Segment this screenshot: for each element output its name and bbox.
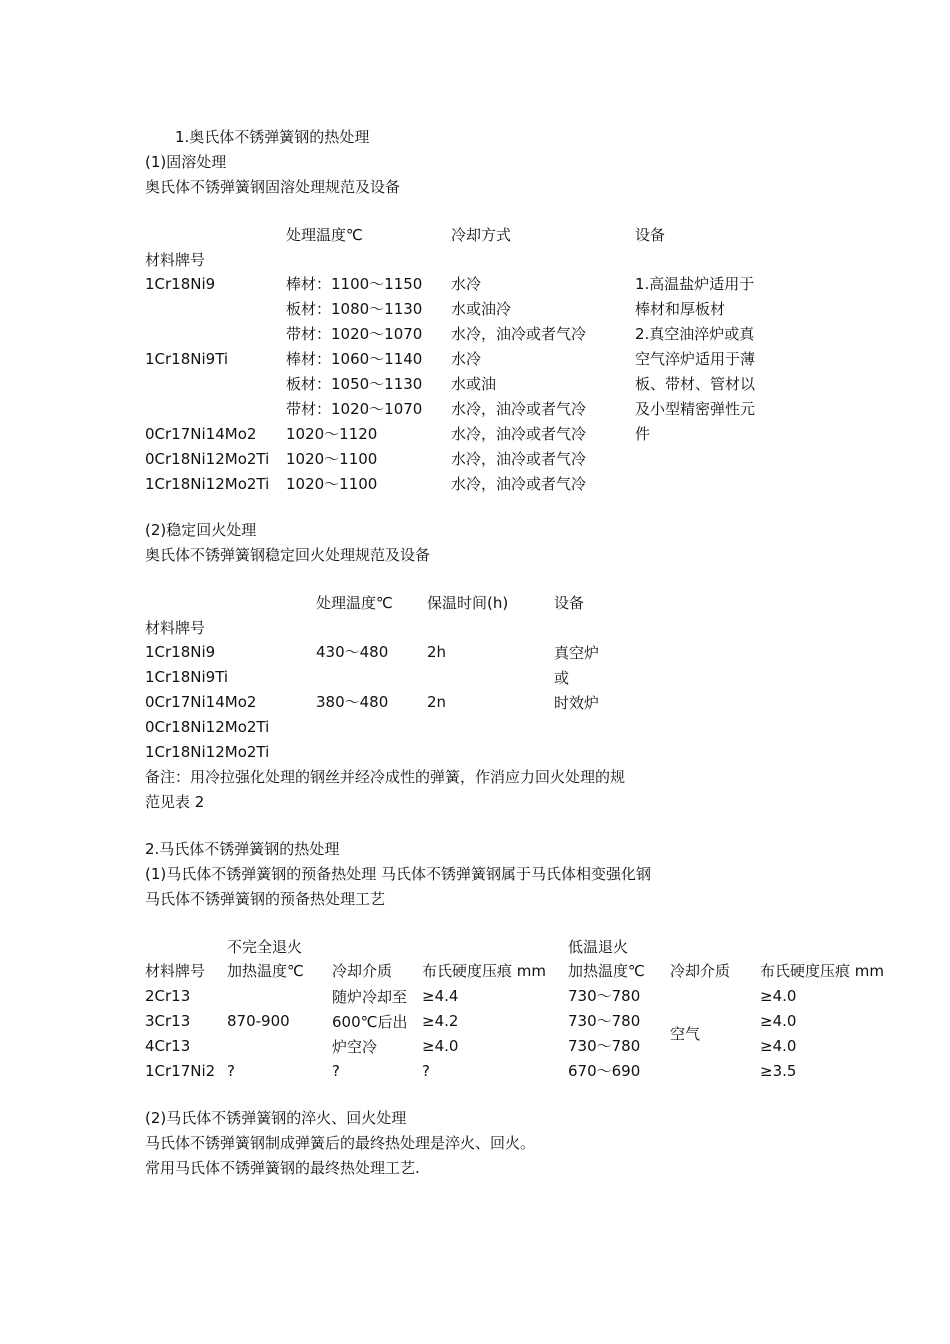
table2-material: 1Cr18Ni12Mo2Ti bbox=[145, 743, 270, 761]
table2-material: 1Cr18Ni9 bbox=[145, 643, 216, 661]
table1-temp: 板材：1050～1130 bbox=[286, 375, 423, 393]
table3-hardness: ≥4.0 bbox=[422, 1037, 459, 1055]
table1-caption: 奥氏体不锈弹簧钢固溶处理规范及设备 bbox=[145, 178, 401, 196]
table3-hardness: ≥4.2 bbox=[422, 1012, 459, 1030]
table2-header-equipment: 设备 bbox=[554, 594, 585, 612]
table2-time: 2h bbox=[427, 643, 447, 661]
table3-header-temp: 加热温度℃ bbox=[227, 962, 304, 980]
table1-header-temp: 处理温度℃ bbox=[286, 226, 363, 244]
table2-time: 2n bbox=[427, 693, 447, 711]
table1-equipment-line: 1.高温盐炉适用于 bbox=[635, 275, 755, 293]
table1-header-equipment: 设备 bbox=[635, 226, 666, 244]
table3-group-header: 不完全退火 bbox=[227, 938, 303, 956]
table3-medium-line: 600℃后出 bbox=[332, 1013, 408, 1031]
table3-header-hardness: 布氏硬度压痕 mm bbox=[760, 962, 884, 980]
table1-equipment-line: 板、带材、管材以 bbox=[635, 375, 756, 393]
table1-temp: 1020～1120 bbox=[286, 425, 378, 443]
table3-temp: ? bbox=[227, 1062, 235, 1080]
table1-cooling: 水或油 bbox=[451, 375, 497, 393]
table3-temp: 870-900 bbox=[227, 1012, 290, 1030]
table3-medium-line: 随炉冷却至 bbox=[332, 988, 408, 1006]
table2-equipment-line: 时效炉 bbox=[554, 694, 600, 712]
section2-sub1: (1)马氏体不锈弹簧钢的预备热处理 马氏体不锈弹簧钢属于马氏体相变强化钢 bbox=[145, 865, 652, 883]
table2-material: 1Cr18Ni9Ti bbox=[145, 668, 229, 686]
table1-material: 0Cr17Ni14Mo2 bbox=[145, 425, 257, 443]
table3-header-medium: 冷却介质 bbox=[670, 962, 731, 980]
table3-temp: 730～780 bbox=[568, 1012, 641, 1030]
section2-title: 2.马氏体不锈弹簧钢的热处理 bbox=[145, 840, 340, 858]
table1-cooling: 水冷 bbox=[451, 350, 482, 368]
table3-temp: 730～780 bbox=[568, 987, 641, 1005]
table1-equipment-line: 空气淬炉适用于薄 bbox=[635, 350, 756, 368]
table2-header-temp: 处理温度℃ bbox=[316, 594, 393, 612]
section2-sub2: (2)马氏体不锈弹簧钢的淬火、回火处理 bbox=[145, 1109, 407, 1127]
table2-temp: 430～480 bbox=[316, 643, 389, 661]
table1-cooling: 水冷，油冷或者气冷 bbox=[451, 325, 587, 343]
table1-material: 1Cr18Ni9 bbox=[145, 275, 216, 293]
table3-hardness: ≥4.0 bbox=[760, 987, 797, 1005]
table2-equipment-line: 真空炉 bbox=[554, 644, 600, 662]
table1-material: 1Cr18Ni9Ti bbox=[145, 350, 229, 368]
table1-equipment-line: 件 bbox=[635, 425, 651, 443]
table1-temp: 1020～1100 bbox=[286, 475, 378, 493]
table3-temp: 730～780 bbox=[568, 1037, 641, 1055]
table1-header-cooling: 冷却方式 bbox=[451, 226, 512, 244]
table2-caption: 奥氏体不锈弹簧钢稳定回火处理规范及设备 bbox=[145, 546, 431, 564]
table2-header-material: 材料牌号 bbox=[145, 619, 206, 637]
table2-equipment-line: 或 bbox=[554, 669, 570, 687]
table1-cooling: 水冷，油冷或者气冷 bbox=[451, 475, 587, 493]
table1-temp: 1020～1100 bbox=[286, 450, 378, 468]
paragraph: 马氏体不锈弹簧钢制成弹簧后的最终热处理是淬火、回火。 bbox=[145, 1134, 536, 1152]
table1-temp: 板材：1080～1130 bbox=[286, 300, 423, 318]
table3-header-temp: 加热温度℃ bbox=[568, 962, 645, 980]
table3-header-material: 材料牌号 bbox=[145, 962, 206, 980]
table3-material: 1Cr17Ni2 bbox=[145, 1062, 216, 1080]
table1-header-material: 材料牌号 bbox=[145, 251, 206, 269]
table3-caption: 马氏体不锈弹簧钢的预备热处理工艺 bbox=[145, 890, 386, 908]
note-line: 备注：用冷拉强化处理的钢丝并经冷成性的弹簧，作消应力回火处理的规 bbox=[145, 768, 626, 786]
table3-hardness: ? bbox=[422, 1062, 430, 1080]
table3-hardness: ≥4.0 bbox=[760, 1037, 797, 1055]
table2-material: 0Cr18Ni12Mo2Ti bbox=[145, 718, 270, 736]
section1-sub2: (2)稳定回火处理 bbox=[145, 521, 257, 539]
table3-material: 3Cr13 bbox=[145, 1012, 191, 1030]
table1-cooling: 水或油冷 bbox=[451, 300, 512, 318]
table3-hardness: ≥4.0 bbox=[760, 1012, 797, 1030]
table3-temp: 670～690 bbox=[568, 1062, 641, 1080]
table2-material: 0Cr17Ni14Mo2 bbox=[145, 693, 257, 711]
table1-material: 1Cr18Ni12Mo2Ti bbox=[145, 475, 270, 493]
table1-equipment-line: 2.真空油淬炉或真 bbox=[635, 325, 755, 343]
table1-cooling: 水冷 bbox=[451, 275, 482, 293]
table3-hardness: ≥4.4 bbox=[422, 987, 459, 1005]
table1-equipment-line: 及小型精密弹性元 bbox=[635, 400, 756, 418]
section1-sub1: (1)固溶处理 bbox=[145, 153, 227, 171]
paragraph: 常用马氏体不锈弹簧钢的最终热处理工艺. bbox=[145, 1159, 420, 1177]
table1-cooling: 水冷，油冷或者气冷 bbox=[451, 400, 587, 418]
table1-temp: 棒材：1060～1140 bbox=[286, 350, 423, 368]
table3-material: 2Cr13 bbox=[145, 987, 191, 1005]
table3-header-hardness: 布氏硬度压痕 mm bbox=[422, 962, 546, 980]
table3-medium: 空气 bbox=[670, 1025, 701, 1043]
table3-group-header: 低温退火 bbox=[568, 938, 629, 956]
table1-equipment-line: 棒材和厚板材 bbox=[635, 300, 726, 318]
table3-hardness: ≥3.5 bbox=[760, 1062, 797, 1080]
table3-header-medium: 冷却介质 bbox=[332, 962, 393, 980]
table1-temp: 带材：1020～1070 bbox=[286, 325, 423, 343]
note-line: 范见表 2 bbox=[145, 793, 205, 811]
table3-medium: ? bbox=[332, 1062, 340, 1080]
section1-title: 1.奥氏体不锈弹簧钢的热处理 bbox=[175, 128, 370, 146]
table2-header-time: 保温时间(h) bbox=[427, 594, 509, 612]
table1-temp: 棒材：1100～1150 bbox=[286, 275, 423, 293]
table3-material: 4Cr13 bbox=[145, 1037, 191, 1055]
table3-medium-line: 炉空冷 bbox=[332, 1038, 378, 1056]
table1-material: 0Cr18Ni12Mo2Ti bbox=[145, 450, 270, 468]
table1-cooling: 水冷，油冷或者气冷 bbox=[451, 425, 587, 443]
table2-temp: 380～480 bbox=[316, 693, 389, 711]
table1-temp: 带材：1020～1070 bbox=[286, 400, 423, 418]
table1-cooling: 水冷，油冷或者气冷 bbox=[451, 450, 587, 468]
